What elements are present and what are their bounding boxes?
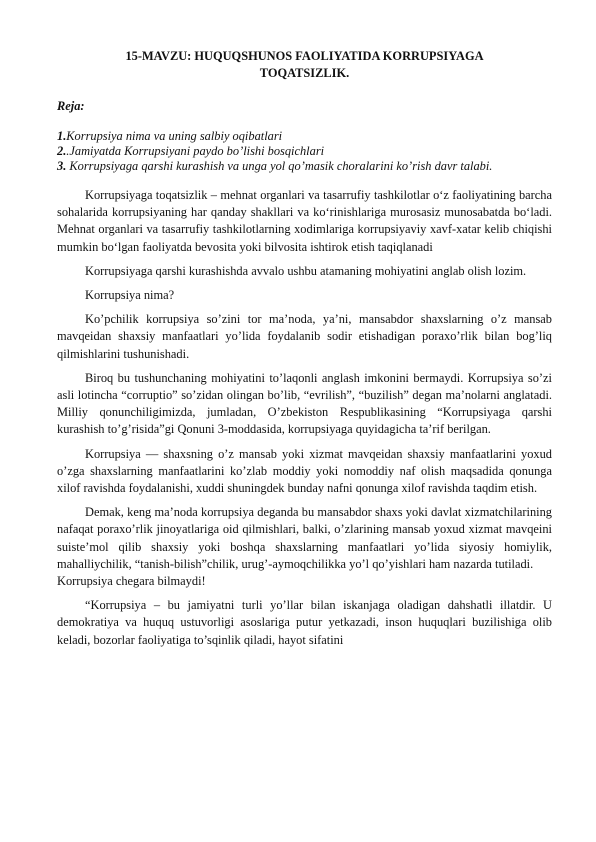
title-line-2: TOQATSIZLIK. bbox=[259, 66, 350, 80]
paragraph: Korrupsiyaga toqatsizlik – mehnat organlari va tasarrufiy tashkilotlar o‘z faoliyatining barcha sohalarida korrupsiyaning har qanday shakllari va ko‘rinishlariga murosasiz munosabatda bo‘ladi. Mehnat organlari va tasarrufiy tashkilotlarning xodimlariga korrupsiyaviy xavf-xatar kelib chiqishi mumkin bo‘lgan faoliyatda bevosita yoki bilvosita ishtirok etish taqiqlanadi bbox=[57, 188, 552, 254]
plan-item-number: 3. bbox=[57, 159, 67, 173]
plan-item bbox=[57, 144, 552, 159]
plan-item-number: 2. bbox=[57, 144, 67, 158]
plan-heading: Reja: bbox=[57, 99, 85, 113]
plan-item-text: Korrupsiya nima va uning salbiy oqibatlari bbox=[66, 129, 283, 143]
paragraph: “Korrupsiya – bu jamiyatni turli yo’llar bilan iskanjaga oladigan dahshatli illatdir. U demokratiya va huquq ustuvorligi asoslariga putur yetkazadi, inson huquqlari buzilishiga olib keladi, bozorlar faoliyatiga to’sqinlik qiladi, hayot sifatini bbox=[57, 598, 552, 647]
plan-item bbox=[57, 129, 552, 144]
paragraph: Biroq bu tushunchaning mohiyatini to’laqonli anglash imkonini bermaydi. Korrupsiya so’zi asli lotincha “corruptio” so’zidan olingan bo’lib, “evrilish”, “buzilish” degan ma’nolarni anglatadi. Milliy qonunchiligimizda, jumladan, O’zbekiston Respublikasining “Korrupsiyaga qarshi kurashish to’g’risida”gi Qonuni 3-moddasida, korrupsiyaga quyidagicha ta’rif berilgan. bbox=[57, 370, 552, 437]
plan-item bbox=[57, 159, 552, 174]
plan-item-text: .Jamiyatda Korrupsiyani paydo bo’lishi bosqichlari bbox=[66, 144, 325, 158]
paragraph: Demak, keng ma’noda korrupsiya deganda bu mansabdor shaxs yoki davlat xizmatchilarining nafaqat poraxo’rlik jinoyatlariga oid qilmishlari, balki, o’zlarining mansab yoxud xizmat mavqeini suiste’mol qilib shaxsiy yoki boshqa shaxslarning manfaatlari yo’lida siyosiy homiylik, mahalliychilik, “tanish-bilish”chilik, urug’-aymoqchilikka yo’l qo’yishlari ham nazarda tutiladi. bbox=[57, 505, 552, 571]
page-title bbox=[57, 48, 552, 82]
paragraph: Korrupsiya — shaxsning o’z mansab yoki xizmat mavqeidan shaxsiy manfaatlarini yoxud o’zga shaxslarning manfaatlarini ko’zlab moddiy yoki nomoddiy naf olish maqsadida qonunga xilof ravishda foydalanishi, xuddi shuningdek bunday nafni qonunga xilof ravishda taqdim etish. bbox=[57, 446, 552, 496]
plan-item-text: Korrupsiyaga qarshi kurashish va unga yol qo’masik choralarini ko’rish davr talabi. bbox=[66, 159, 493, 173]
paragraph: Ko’pchilik korrupsiya so’zini tor ma’noda, ya’ni, mansabdor shaxslarning o’z mansab mavqeidan shaxsiy manfaatlari yo’lida foydalanib sodir etishadigan poraxo’rlik bilan bog’liq qilmishlarini tushunishadi. bbox=[57, 312, 552, 361]
plan-item-number: 1. bbox=[57, 129, 67, 143]
paragraph: Korrupsiyaga qarshi kurashishda avvalo ushbu atamaning mohiyatini anglab olish lozim. bbox=[85, 263, 527, 278]
plan-list bbox=[57, 129, 552, 174]
paragraph-slogan: Korrupsiya chegara bilmaydi! bbox=[57, 574, 206, 589]
title-line-1: 15-MAVZU: HUQUQSHUNOS FAOLIYATIDA KORRUPSIYAGA bbox=[125, 49, 484, 63]
paragraph-question: Korrupsiya nima? bbox=[85, 288, 175, 303]
